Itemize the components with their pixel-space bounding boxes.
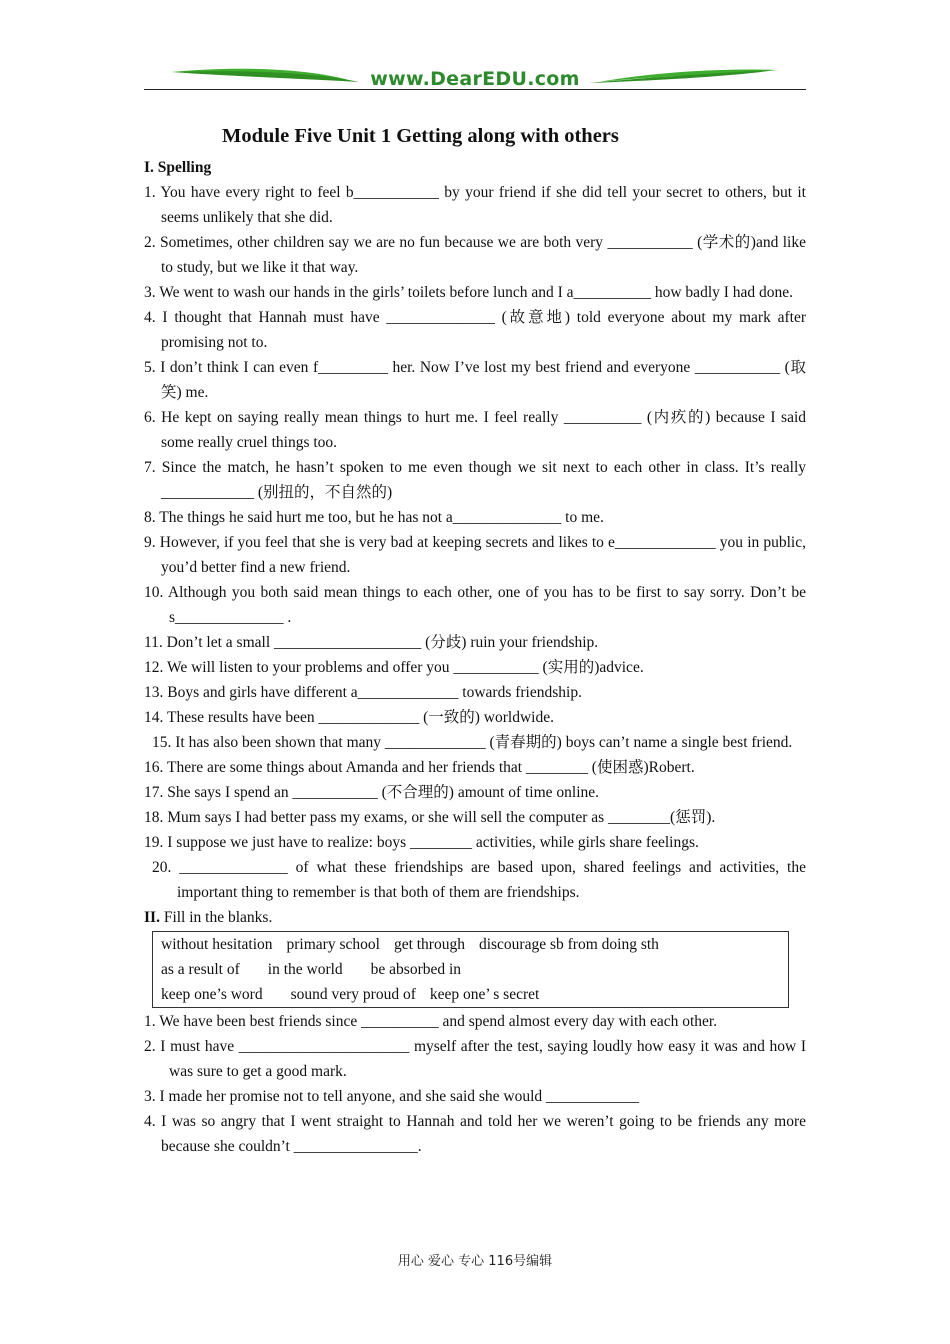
- page-footer: 用心 爱心 专心 116号编辑: [397, 1254, 553, 1269]
- list-item: 16. There are some things about Amanda and her friends that ________ (使困惑)Robert.: [144, 759, 695, 776]
- list-item: 6. He kept on saying really mean things to hurt me. I feel really __________ (内疚的) because I said some really cruel things too.: [144, 409, 806, 451]
- list-item: 9. However, if you feel that she is very bad at keeping secrets and likes to e_____________ you in public, you’d better find a new friend.: [144, 534, 806, 576]
- list-item: 12. We will listen to your problems and offer you ___________ (实用的)advice.: [144, 659, 644, 676]
- list-item: 1. We have been best friends since __________ and spend almost every day with each other.: [144, 1013, 718, 1030]
- page-title: Module Five Unit 1 Getting along with others: [222, 125, 619, 147]
- word-bank-phrase: be absorbed in: [370, 961, 462, 978]
- word-bank-phrase: without hesitation: [161, 936, 273, 953]
- word-bank-row: [161, 957, 780, 982]
- site-logo-text: www.DearEDU.com: [370, 68, 580, 90]
- word-bank-phrase: in the world: [267, 961, 343, 978]
- list-item: 10. Although you both said mean things to each other, one of you has to be first to say sorry. Don’t be s______________ .: [144, 584, 806, 626]
- word-bank-phrase: keep one’ s secret: [429, 986, 540, 1003]
- word-bank-phrase: primary school: [286, 936, 380, 953]
- word-bank-phrase: get through: [393, 936, 465, 953]
- list-item: 18. Mum says I had better pass my exams, or she will sell the computer as ________(惩罚).: [144, 809, 716, 826]
- word-bank-phrase: sound very proud of: [290, 986, 416, 1003]
- list-item: 4. I thought that Hannah must have ______________ (故意地) told everyone about my mark after promising not to.: [144, 309, 806, 351]
- word-bank-row: [161, 932, 780, 957]
- list-item: 1. You have every right to feel b___________ by your friend if she did tell your secret to others, but it seems unlikely that she did.: [144, 184, 806, 226]
- word-bank-phrase: discourage sb from doing sth: [478, 936, 659, 953]
- list-item: 3. I made her promise not to tell anyone, and she said she would ____________: [144, 1088, 640, 1105]
- fill-blanks-list: [144, 1009, 806, 1159]
- word-bank-box: [152, 931, 789, 1008]
- header-logo: [144, 62, 806, 92]
- section-spelling-heading: I. Spelling: [144, 159, 212, 176]
- word-bank-phrase: keep one’s word: [161, 986, 263, 1003]
- list-item: 19. I suppose we just have to realize: boys ________ activities, while girls share feelings.: [144, 834, 699, 851]
- spelling-list: [144, 180, 806, 905]
- list-item: 17. She says I spend an ___________ (不合理的) amount of time online.: [144, 784, 600, 801]
- list-item: 15. It has also been shown that many _____________ (青春期的) boys can’t name a single best friend.: [152, 734, 793, 751]
- list-item: 7. Since the match, he hasn’t spoken to me even though we sit next to each other in class. It’s really ____________ (别扭的，不自然的): [144, 459, 806, 501]
- list-item: 11. Don’t let a small ___________________ (分歧) ruin your friendship.: [144, 634, 599, 651]
- section-fill-heading: [144, 905, 806, 930]
- word-bank-phrase: as a result of: [161, 961, 240, 978]
- section-fill-number: II.: [144, 909, 160, 926]
- list-item: 5. I don’t think I can even f_________ her. Now I’ve lost my best friend and everyone ___________ (取笑) me.: [144, 359, 806, 401]
- worksheet: [144, 121, 806, 1159]
- list-item: 2. Sometimes, other children say we are no fun because we are both very ___________ (学术的)and like to study, but we like it that way.: [144, 234, 806, 276]
- list-item: 4. I was so angry that I went straight to Hannah and told her we weren’t going to be friends any more because she couldn’t ________________.: [144, 1113, 806, 1155]
- list-item: 20. ______________ of what these friendships are based upon, shared feelings and activities, the important thing to remember is that both of them are friendships.: [152, 859, 806, 901]
- word-bank-row: [161, 982, 780, 1007]
- list-item: 13. Boys and girls have different a_____________ towards friendship.: [144, 684, 582, 701]
- list-item: 3. We went to wash our hands in the girls’ toilets before lunch and I a__________ how badly I had done.: [144, 284, 794, 301]
- list-item: 2. I must have ______________________ myself after the test, saying loudly how easy it was and how I was sure to get a good mark.: [144, 1038, 806, 1080]
- list-item: 8. The things he said hurt me too, but he has not a______________ to me.: [144, 509, 604, 526]
- header-rule: [144, 89, 806, 90]
- section-fill-title: Fill in the blanks.: [159, 909, 273, 926]
- list-item: 14. These results have been _____________ (一致的) worldwide.: [144, 709, 554, 726]
